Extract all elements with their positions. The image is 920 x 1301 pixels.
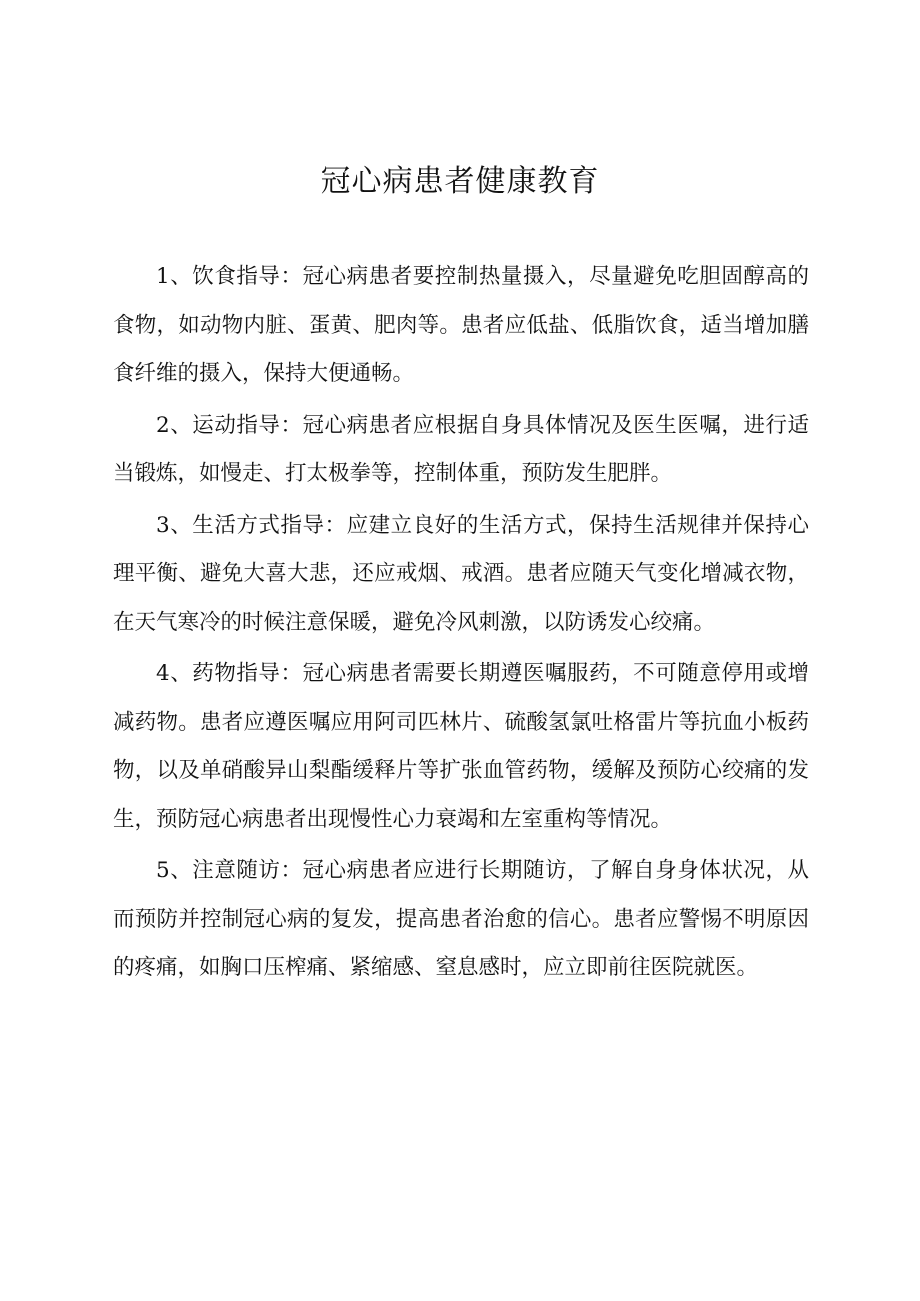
paragraph-lifestyle-guidance: 3、生活方式指导：应建立良好的生活方式，保持生活规律并保持心理平衡、避免大喜大悲，还应戒烟、戒酒。患者应随天气变化增减衣物，在天气寒冷的时候注意保暖，避免冷风刺激，以防诱发心绞痛。: [113, 512, 809, 635]
document-body: [113, 253, 809, 996]
paragraph-medication-guidance: 4、药物指导：冠心病患者需要长期遵医嘱服药，不可随意停用或增减药物。患者应遵医嘱应用阿司匹林片、硫酸氢氯吐格雷片等抗血小板药物，以及单硝酸异山梨酯缓释片等扩张血管药物，缓解及预防心绞痛的发生，预防冠心病患者出现慢性心力衰竭和左室重构等情况。: [113, 661, 809, 832]
paragraph-follow-up-guidance: 5、注意随访：冠心病患者应进行长期随访，了解自身身体状况，从而预防并控制冠心病的复发，提高患者治愈的信心。患者应警惕不明原因的疼痛，如胸口压榨痛、紧缩感、窒息感时，应立即前往医院就医。: [113, 858, 809, 980]
paragraph-exercise-guidance: 2、运动指导：冠心病患者应根据自身具体情况及医生医嘱，进行适当锻炼，如慢走、打太极拳等，控制体重，预防发生肥胖。: [113, 412, 809, 486]
paragraph-diet-guidance: 1、饮食指导：冠心病患者要控制热量摄入，尽量避免吃胆固醇高的食物，如动物内脏、蛋黄、肥肉等。患者应低盐、低脂饮食，适当增加膳食纤维的摄入，保持大便通畅。: [113, 264, 809, 386]
document-title: 冠心病患者健康教育: [320, 164, 600, 199]
